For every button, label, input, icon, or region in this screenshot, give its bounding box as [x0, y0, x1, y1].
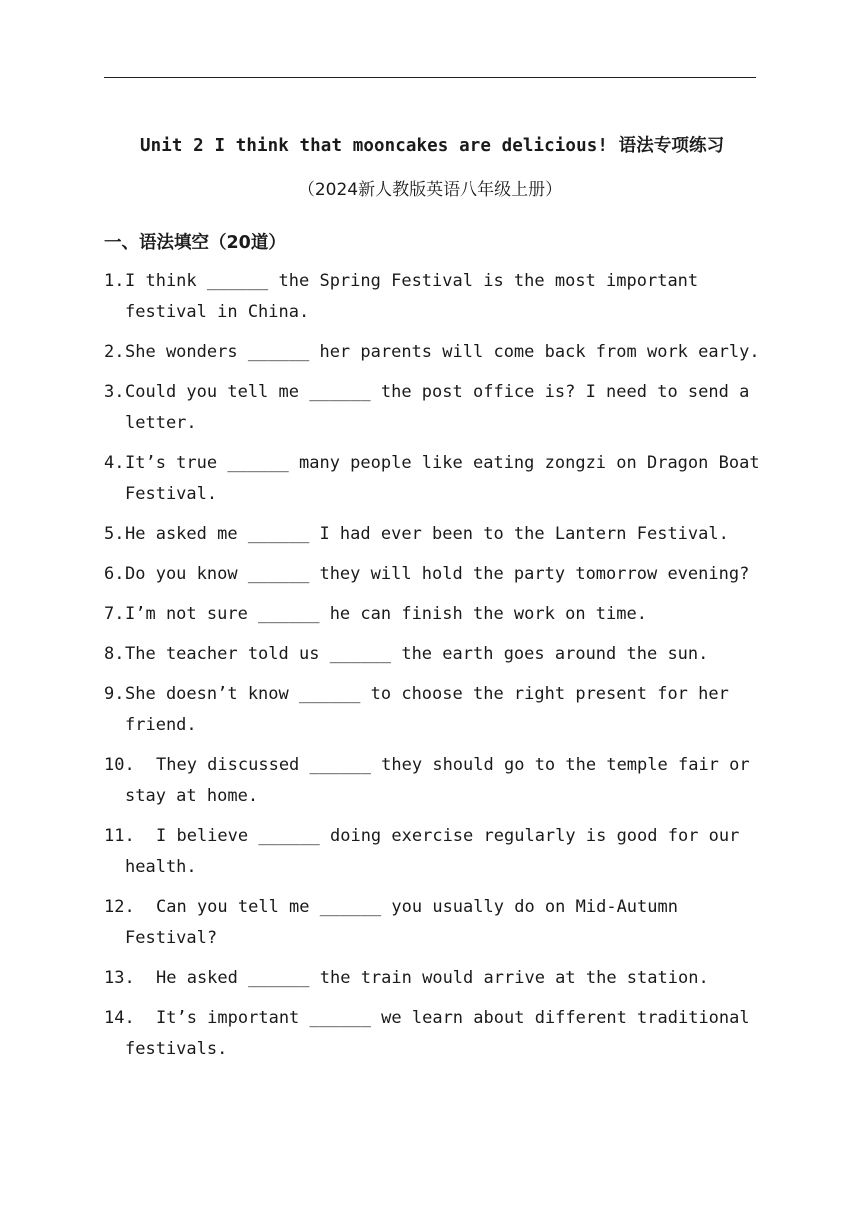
question-item: [104, 821, 764, 883]
question-number: 4.: [104, 453, 125, 473]
question-number: 2.: [104, 342, 125, 362]
question-number: 9.: [104, 684, 125, 704]
question-text: It’s true ______ many people like eating zongzi on Dragon Boat Festival.: [125, 453, 760, 504]
section-heading: 一、语法填空（20道）: [104, 233, 286, 253]
question-item: [104, 519, 764, 550]
question-text: Could you tell me ______ the post office is? I need to send a letter.: [125, 382, 750, 433]
document-subtitle: （2024新人教版英语八年级上册）: [297, 180, 563, 200]
question-item: [104, 679, 764, 741]
question-number: 3.: [104, 382, 125, 402]
question-number: 6.: [104, 564, 125, 584]
question-text: He asked ______ the train would arrive at the station.: [156, 968, 709, 988]
header-rule: [104, 77, 756, 78]
question-text: She wonders ______ her parents will come back from work early.: [125, 342, 760, 362]
question-number: 7.: [104, 604, 125, 624]
document-title: Unit 2 I think that mooncakes are delicious! 语法专项练习: [140, 136, 725, 156]
question-item: [104, 892, 764, 954]
question-text: I’m not sure ______ he can finish the work on time.: [125, 604, 647, 624]
question-number: 12.: [104, 897, 135, 917]
question-item: [104, 1003, 764, 1065]
question-item: [104, 599, 764, 630]
question-item: [104, 750, 764, 812]
question-item: [104, 377, 764, 439]
question-text: Can you tell me ______ you usually do on Mid-Autumn Festival?: [125, 897, 678, 948]
question-text: The teacher told us ______ the earth goes around the sun.: [125, 644, 709, 664]
question-number: 13.: [104, 968, 135, 988]
question-item: [104, 337, 764, 368]
question-item: [104, 963, 764, 994]
question-number: 1.: [104, 271, 125, 291]
question-text: I believe ______ doing exercise regularly is good for our health.: [125, 826, 740, 877]
question-text: He asked me ______ I had ever been to the Lantern Festival.: [125, 524, 729, 544]
question-number: 10.: [104, 755, 135, 775]
question-item: [104, 559, 764, 590]
question-item: [104, 448, 764, 510]
question-text: Do you know ______ they will hold the party tomorrow evening?: [125, 564, 750, 584]
question-text: I think ______ the Spring Festival is the most important festival in China.: [125, 271, 699, 322]
question-text: It’s important ______ we learn about different traditional festivals.: [125, 1008, 750, 1059]
question-list: [104, 266, 764, 1074]
question-number: 14.: [104, 1008, 135, 1028]
question-item: [104, 266, 764, 328]
question-number: 8.: [104, 644, 125, 664]
question-text: She doesn’t know ______ to choose the right present for her friend.: [125, 684, 729, 735]
question-number: 11.: [104, 826, 135, 846]
question-number: 5.: [104, 524, 125, 544]
question-item: [104, 639, 764, 670]
question-text: They discussed ______ they should go to the temple fair or stay at home.: [125, 755, 750, 806]
